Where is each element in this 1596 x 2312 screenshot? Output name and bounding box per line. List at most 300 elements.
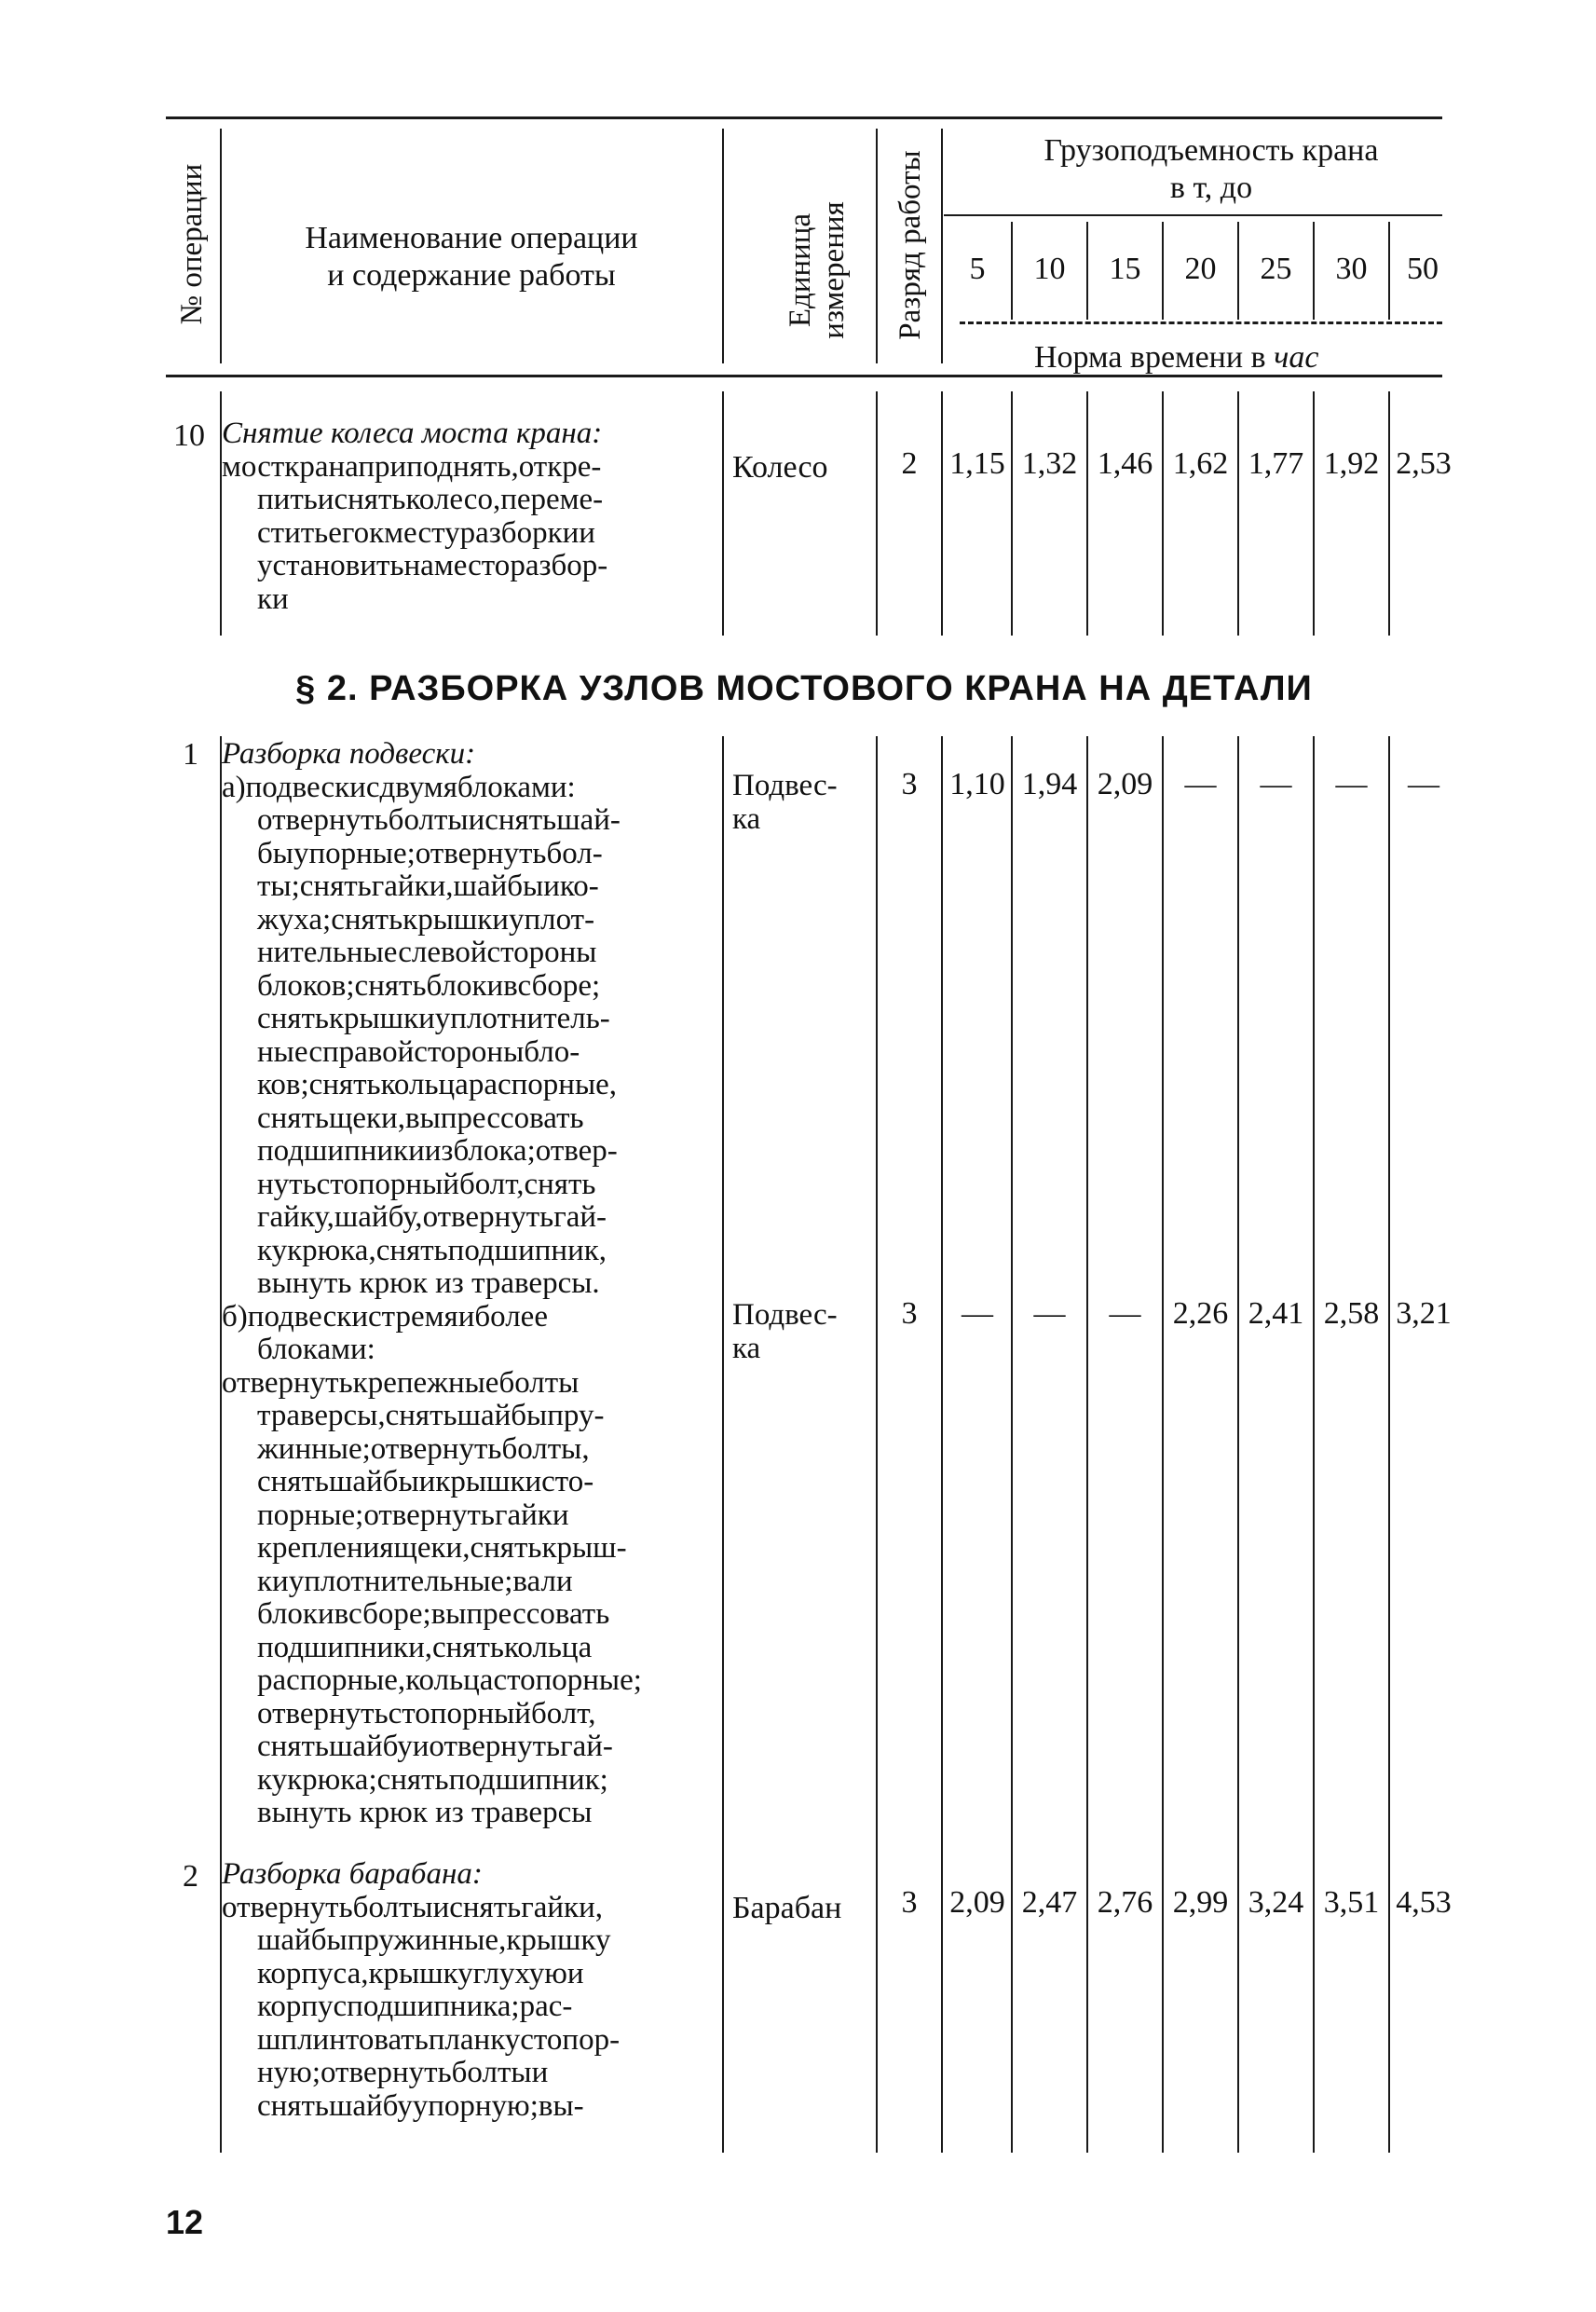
word: отвер- bbox=[535, 1134, 618, 1168]
op1b-lines bbox=[222, 1301, 717, 1830]
word: болты, bbox=[501, 1431, 590, 1466]
op2-desc-line bbox=[222, 2024, 717, 2058]
word: снять bbox=[299, 869, 372, 903]
word: крышки bbox=[402, 902, 509, 937]
word: ты; bbox=[257, 869, 300, 903]
sec2-divider-c2 bbox=[1086, 736, 1088, 2153]
word: левой bbox=[411, 936, 487, 969]
row10-value-2: 1,32 bbox=[1021, 446, 1078, 481]
word: кольца bbox=[503, 1630, 593, 1664]
word: крыш- bbox=[541, 1531, 627, 1565]
word: стопорный bbox=[388, 1696, 531, 1731]
word: жинные; bbox=[257, 1431, 371, 1466]
row10-value-5: 1,77 bbox=[1248, 446, 1304, 481]
word: снять bbox=[257, 1465, 329, 1498]
row10-desc-line bbox=[222, 583, 717, 617]
header-unit-line2: измерения bbox=[817, 201, 851, 339]
word: корпус bbox=[257, 1990, 348, 2023]
word: шайбу bbox=[328, 1730, 413, 1763]
word: двумя bbox=[379, 770, 457, 804]
word: и bbox=[543, 869, 560, 903]
op1a-value-2: 1,94 bbox=[1021, 767, 1078, 801]
op1a-desc-line bbox=[222, 1036, 717, 1070]
word: блоков; bbox=[257, 968, 355, 1003]
word: гайку, bbox=[257, 1200, 334, 1234]
op2-lines bbox=[222, 1892, 717, 2124]
word: блока; bbox=[453, 1134, 536, 1168]
word: крюка; bbox=[287, 1762, 377, 1797]
word: подшипники bbox=[257, 1134, 425, 1168]
sec2-divider-c4 bbox=[1237, 736, 1239, 2153]
word: гай- bbox=[553, 1200, 607, 1234]
word: с bbox=[308, 1034, 322, 1069]
row10-divider-unit bbox=[722, 391, 724, 636]
op2-value-5: 3,24 bbox=[1248, 1885, 1304, 1920]
word: уплотнительные; bbox=[288, 1564, 513, 1598]
word: мост bbox=[222, 449, 285, 484]
word: к bbox=[369, 515, 385, 550]
word: крепления bbox=[257, 1531, 394, 1565]
word: шплинтовать bbox=[257, 2022, 429, 2057]
op1b-desc-line bbox=[222, 1764, 717, 1798]
word: с bbox=[367, 1299, 382, 1334]
word: ные bbox=[257, 1034, 309, 1069]
row10-desc-line bbox=[222, 451, 717, 485]
word: болты bbox=[352, 1890, 433, 1924]
word: гайки, bbox=[371, 869, 454, 903]
op1-description bbox=[222, 738, 717, 1830]
header-unit-line1: Единица bbox=[784, 212, 817, 328]
row10-desc-line bbox=[222, 550, 717, 583]
word: отвернуть bbox=[429, 1730, 561, 1763]
word: снять bbox=[257, 1101, 329, 1135]
header-op-name-line1: Наименование операции bbox=[305, 221, 638, 255]
word: разборки bbox=[459, 515, 580, 550]
word: шайбу bbox=[328, 2088, 413, 2123]
word: жуха; bbox=[257, 902, 332, 937]
word: в bbox=[503, 968, 518, 1003]
word: стороны bbox=[486, 936, 597, 969]
word: шайбы bbox=[457, 1399, 548, 1432]
word: вынуть bbox=[257, 1796, 352, 1829]
word: крана bbox=[284, 449, 359, 484]
word: выпрессовать bbox=[404, 1101, 584, 1135]
capacity-title-line1: Грузоподъемность крана bbox=[1044, 133, 1379, 168]
word: крышки bbox=[328, 1002, 435, 1035]
op1a-desc-line bbox=[222, 937, 717, 970]
op2-value-3: 2,76 bbox=[1097, 1885, 1153, 1920]
word: глухую bbox=[472, 1956, 567, 1991]
header-op-number: № операции bbox=[175, 163, 209, 325]
op1b-value-1: — bbox=[962, 1296, 993, 1331]
op1a-desc-line bbox=[222, 1267, 717, 1301]
op1b-desc-line bbox=[222, 1731, 717, 1764]
sec2-divider-c3 bbox=[1162, 736, 1164, 2153]
norm-rule bbox=[960, 321, 1442, 324]
row10-desc-line bbox=[222, 517, 717, 551]
op2-desc-line bbox=[222, 1892, 717, 1925]
op2-value-1: 2,09 bbox=[949, 1885, 1005, 1920]
word: щеки, bbox=[393, 1531, 471, 1565]
word: порные; bbox=[257, 1498, 364, 1532]
row10-divider-c5 bbox=[1313, 391, 1315, 636]
op2-value-6: 3,51 bbox=[1323, 1885, 1380, 1920]
op1b-value-7: 3,21 bbox=[1396, 1296, 1452, 1331]
row10-title: Снятие колеса моста крана: bbox=[222, 417, 603, 450]
op1a-desc-line bbox=[222, 1069, 717, 1102]
capacity-25: 25 bbox=[1260, 252, 1292, 286]
word: стопорные; bbox=[493, 1663, 642, 1697]
row10-description bbox=[222, 417, 717, 616]
word: а) bbox=[222, 770, 246, 804]
op2-desc-line bbox=[222, 2057, 717, 2090]
op1b-desc-line bbox=[222, 1797, 717, 1830]
word: ку bbox=[257, 1233, 288, 1267]
page-number: 12 bbox=[166, 2203, 204, 2241]
word: отвернуть bbox=[370, 1431, 502, 1466]
word: и bbox=[432, 1890, 450, 1924]
op1-title: Разборка подвески: bbox=[222, 737, 476, 771]
word: и bbox=[555, 1564, 573, 1598]
word: более bbox=[474, 1299, 548, 1334]
word: снять bbox=[376, 1762, 449, 1797]
op1b-desc-line bbox=[222, 1301, 717, 1334]
op2-grade: 3 bbox=[901, 1885, 918, 1920]
sec2-divider-c5 bbox=[1313, 736, 1315, 2153]
word: ки bbox=[257, 581, 289, 616]
word: уплотнитель- bbox=[434, 1002, 610, 1035]
header-divider-2 bbox=[722, 129, 724, 363]
word: б) bbox=[222, 1299, 248, 1334]
header-op-name-line2: и содержание работы bbox=[327, 258, 616, 293]
word: гай- bbox=[560, 1730, 613, 1763]
sec2-divider-grade-r bbox=[941, 736, 943, 2153]
word: болт, bbox=[458, 1167, 525, 1201]
word: стопорный bbox=[316, 1167, 459, 1201]
op1b-value-5: 2,41 bbox=[1248, 1296, 1304, 1331]
norm-unit: час bbox=[1274, 340, 1319, 375]
word: из bbox=[435, 1796, 464, 1829]
op1b-desc-line bbox=[222, 1598, 717, 1632]
op1b-desc-line bbox=[222, 1400, 717, 1433]
word: подшипник, bbox=[447, 1233, 607, 1267]
word: подшипник; bbox=[448, 1762, 608, 1797]
op1a-value-6: — bbox=[1335, 767, 1368, 801]
capacity-20: 20 bbox=[1184, 252, 1217, 286]
op2-unit: Барабан bbox=[732, 1891, 842, 1925]
word: распорные, bbox=[257, 1663, 406, 1697]
op1b-desc-line bbox=[222, 1566, 717, 1599]
word: гайки, bbox=[521, 1890, 604, 1924]
word: колесо, bbox=[405, 483, 501, 516]
word: снять bbox=[257, 2088, 329, 2123]
row10-divider-c3 bbox=[1162, 391, 1164, 636]
word: пружинные, bbox=[347, 1923, 507, 1957]
header-grade: Разряд работы bbox=[893, 150, 927, 340]
word: с bbox=[398, 936, 412, 969]
word: сборе; bbox=[348, 1597, 431, 1631]
word: крюк bbox=[359, 1796, 428, 1829]
op2-value-4: 2,99 bbox=[1172, 1885, 1229, 1920]
op1b-value-2: — bbox=[1033, 1296, 1066, 1331]
op1a-desc-line bbox=[222, 804, 717, 838]
norm-label-text: Норма времени в bbox=[1034, 340, 1275, 375]
word: вынуть bbox=[257, 1266, 352, 1300]
word: месту bbox=[384, 515, 460, 550]
op1a-grade: 3 bbox=[901, 767, 918, 801]
word: бы bbox=[257, 836, 293, 870]
word: на bbox=[403, 549, 434, 582]
row10-value-4: 1,62 bbox=[1172, 446, 1229, 481]
word: и bbox=[412, 1730, 430, 1763]
word: кольца bbox=[380, 1068, 469, 1101]
word: нуть bbox=[257, 1167, 317, 1201]
word: снять bbox=[432, 1630, 504, 1664]
word: снять bbox=[308, 1068, 381, 1101]
word: кольца bbox=[405, 1663, 494, 1697]
header-op-name bbox=[224, 220, 719, 294]
sec2-divider-c1 bbox=[1011, 736, 1013, 2153]
word: установить bbox=[257, 549, 404, 582]
capacity-30: 30 bbox=[1335, 252, 1368, 286]
word: тремя bbox=[381, 1299, 458, 1334]
sec2-divider-c6 bbox=[1388, 736, 1390, 2153]
op1b-desc-line bbox=[222, 1632, 717, 1665]
op1a-value-4: — bbox=[1184, 767, 1217, 801]
word: отвернуть bbox=[222, 1365, 353, 1400]
word: крышку bbox=[506, 1923, 611, 1957]
row10-grade: 2 bbox=[901, 446, 918, 481]
op2-value-2: 2,47 bbox=[1021, 1885, 1078, 1920]
word: корпуса, bbox=[257, 1956, 369, 1991]
word: снять bbox=[257, 1730, 329, 1763]
op1b-desc-line bbox=[222, 1433, 717, 1467]
op1b-value-3: — bbox=[1109, 1296, 1141, 1331]
word: крышку bbox=[368, 1956, 473, 1991]
word: сборе; bbox=[517, 968, 601, 1003]
word: рас- bbox=[519, 1990, 573, 2023]
op1a-lines bbox=[222, 772, 717, 1301]
norm-label bbox=[1034, 339, 1318, 376]
word: отвернуть bbox=[415, 836, 547, 870]
op1a-value-1: 1,10 bbox=[949, 767, 1005, 801]
word: упорные; bbox=[293, 836, 416, 870]
word: подшипника; bbox=[347, 1990, 520, 2023]
op1a-value-3: 2,09 bbox=[1097, 767, 1153, 801]
capacity-header-rule bbox=[944, 214, 1442, 216]
sec2-divider-unit bbox=[722, 736, 724, 2153]
word: планку bbox=[428, 2022, 521, 2057]
section-title: § 2. РАЗБОРКА УЗЛОВ МОСТОВОГО КРАНА НА ДЕТАЛИ bbox=[295, 669, 1313, 708]
word: вал bbox=[512, 1564, 556, 1598]
word: шайбу, bbox=[334, 1200, 423, 1234]
row10-divider-c4 bbox=[1237, 391, 1239, 636]
op1b-unit bbox=[732, 1299, 838, 1365]
word: и bbox=[579, 515, 595, 550]
op1-number: 1 bbox=[183, 737, 198, 772]
word: снять bbox=[354, 968, 427, 1003]
word: подшипники, bbox=[257, 1630, 432, 1664]
op1a-desc-line bbox=[222, 970, 717, 1004]
word: гайки bbox=[494, 1498, 569, 1532]
word: болты bbox=[498, 1365, 580, 1400]
row10-divider-c2 bbox=[1086, 391, 1088, 636]
op1b-unit-line2: ка bbox=[732, 1331, 761, 1365]
op1b-desc-line bbox=[222, 1664, 717, 1698]
op1a-value-5: — bbox=[1260, 767, 1292, 801]
word: подвески bbox=[245, 770, 366, 804]
capacity-15: 15 bbox=[1109, 252, 1141, 286]
word: шайбы bbox=[257, 1923, 348, 1957]
word: снять bbox=[524, 1167, 596, 1201]
op1b-desc-line bbox=[222, 1367, 717, 1401]
word: и bbox=[418, 1465, 436, 1498]
op1a-desc-line bbox=[222, 1003, 717, 1036]
op1a-desc-line bbox=[222, 772, 717, 805]
word: ки bbox=[257, 1564, 289, 1598]
word: и bbox=[468, 803, 485, 837]
word: ную; bbox=[257, 2056, 321, 2089]
op1a-unit bbox=[732, 770, 838, 836]
table-top-rule bbox=[166, 116, 1442, 119]
word: стопор- bbox=[520, 2022, 621, 2057]
row10-lines bbox=[222, 451, 717, 617]
capacity-10: 10 bbox=[1033, 252, 1066, 286]
word: снять bbox=[334, 483, 406, 516]
word: отвернуть bbox=[320, 2056, 452, 2089]
word: переме- bbox=[500, 483, 604, 516]
word: пру- bbox=[547, 1399, 605, 1432]
row10-value-3: 1,46 bbox=[1097, 446, 1153, 481]
op2-desc-line bbox=[222, 1958, 717, 1991]
word: место bbox=[433, 549, 511, 582]
word: снять bbox=[449, 1890, 522, 1924]
op1b-desc-line bbox=[222, 1499, 717, 1533]
word: отвернуть bbox=[257, 1696, 389, 1731]
word: болты bbox=[388, 803, 469, 837]
row10-desc-line bbox=[222, 484, 717, 517]
word: ку bbox=[257, 1762, 288, 1797]
word: нительные bbox=[257, 936, 399, 969]
op1a-desc-line bbox=[222, 1201, 717, 1235]
word: распорные, bbox=[468, 1068, 618, 1101]
word: его bbox=[328, 515, 370, 550]
word: правой bbox=[321, 1034, 415, 1069]
word: откре- bbox=[518, 449, 602, 484]
row10-divider-grade-r bbox=[941, 391, 943, 636]
row10-divider-grade-l bbox=[876, 391, 878, 636]
row10-divider-c1 bbox=[1011, 391, 1013, 636]
op1a-desc-line bbox=[222, 870, 717, 904]
word: подвески bbox=[247, 1299, 368, 1334]
op1b-desc-line bbox=[222, 1532, 717, 1566]
word: разбор- bbox=[510, 549, 608, 582]
op1a-unit-line2: ка bbox=[732, 801, 761, 836]
word: уплот- bbox=[508, 902, 595, 937]
word: крюк bbox=[359, 1266, 428, 1300]
header-divider-4 bbox=[941, 129, 943, 363]
word: отвернуть bbox=[257, 803, 389, 837]
word: снять bbox=[257, 1002, 329, 1035]
op1b-unit-line1: Подвес- bbox=[732, 1298, 838, 1332]
word: в bbox=[334, 1597, 349, 1631]
capacity-5: 5 bbox=[969, 252, 986, 286]
op2-value-7: 4,53 bbox=[1396, 1885, 1452, 1920]
word: стороны bbox=[414, 1034, 525, 1069]
word: пить bbox=[257, 483, 318, 516]
word: вы- bbox=[538, 2088, 584, 2123]
op1b-value-4: 2,26 bbox=[1172, 1296, 1229, 1331]
word: шайбы bbox=[453, 869, 544, 903]
word: отвернуть bbox=[222, 1890, 353, 1924]
op1a-value-7: — bbox=[1408, 767, 1439, 801]
op2-desc-line bbox=[222, 1991, 717, 2024]
word: снять bbox=[331, 902, 403, 937]
op1b-desc-line bbox=[222, 1334, 717, 1367]
word: траверсы bbox=[471, 1796, 593, 1829]
op1a-desc-line bbox=[222, 904, 717, 937]
word: бол- bbox=[546, 836, 603, 870]
word: и bbox=[317, 483, 334, 516]
word: блоки bbox=[426, 968, 504, 1003]
word: приподнять, bbox=[358, 449, 519, 484]
op1b-grade: 3 bbox=[901, 1296, 918, 1331]
op2-desc-line bbox=[222, 1924, 717, 1958]
word: траверсы, bbox=[257, 1399, 386, 1432]
row10-value-1: 1,15 bbox=[949, 446, 1005, 481]
word: из bbox=[435, 1266, 464, 1300]
capacity-title-line2: в т, до bbox=[1169, 171, 1253, 205]
row10-divider-c6 bbox=[1388, 391, 1390, 636]
word: блоками: bbox=[457, 770, 576, 804]
word: снять bbox=[385, 1399, 457, 1432]
row10-unit: Колесо bbox=[732, 450, 828, 485]
sec2-divider-grade-l bbox=[876, 736, 878, 2153]
word: упорную; bbox=[412, 2088, 539, 2123]
word: шайбы bbox=[328, 1465, 419, 1498]
word: из bbox=[424, 1134, 454, 1168]
op1a-desc-line bbox=[222, 1235, 717, 1268]
word: и bbox=[566, 1956, 584, 1991]
header-divider-3 bbox=[876, 129, 878, 363]
row10-number: 10 bbox=[173, 418, 205, 453]
word: отвернуть bbox=[363, 1498, 495, 1532]
op1a-desc-line bbox=[222, 1102, 717, 1136]
word: блоками: bbox=[257, 1333, 375, 1366]
word: стить bbox=[257, 515, 329, 550]
op2-number: 2 bbox=[183, 1859, 198, 1894]
word: выпрессовать bbox=[430, 1597, 610, 1631]
word: снять bbox=[470, 1531, 542, 1565]
op1b-value-6: 2,58 bbox=[1323, 1296, 1380, 1331]
word: щеки, bbox=[328, 1101, 405, 1135]
word: крюка, bbox=[287, 1233, 376, 1267]
op1a-desc-line bbox=[222, 1169, 717, 1202]
op2-desc-line bbox=[222, 2090, 717, 2124]
word: крышки bbox=[435, 1465, 542, 1498]
word: снять bbox=[375, 1233, 448, 1267]
word: и bbox=[531, 2056, 549, 2089]
word: блоки bbox=[257, 1597, 334, 1631]
word: отвернуть bbox=[422, 1200, 554, 1234]
capacity-50: 50 bbox=[1407, 252, 1439, 286]
word: с bbox=[365, 770, 380, 804]
word: сто- bbox=[541, 1465, 594, 1498]
header-capacity-title bbox=[969, 132, 1453, 207]
word: и bbox=[457, 1299, 475, 1334]
op1a-desc-line bbox=[222, 838, 717, 871]
word: крепежные bbox=[352, 1365, 499, 1400]
